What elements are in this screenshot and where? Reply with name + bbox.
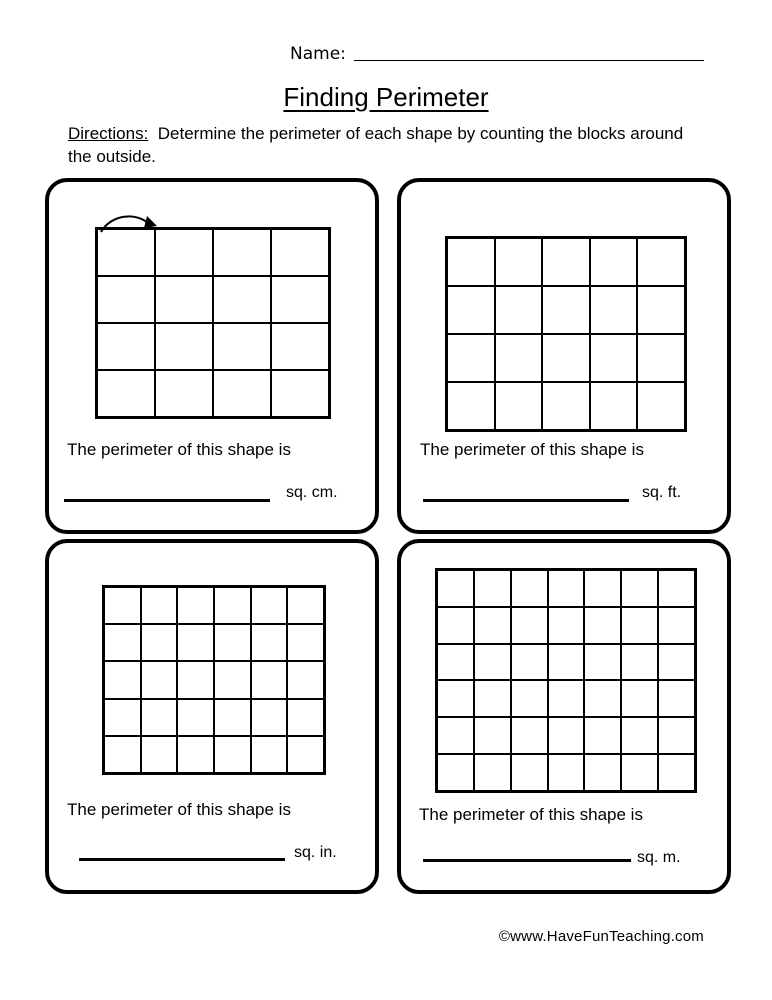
grid-block [177,736,214,773]
grid-block [590,238,638,286]
grid-block [511,717,548,754]
perimeter-sentence-2: The perimeter of this shape is [420,440,644,459]
name-field[interactable] [290,44,704,64]
grid-block [251,587,288,624]
grid-block [511,754,548,791]
grid-block [177,624,214,661]
grid-block [590,382,638,430]
grid-block [474,754,511,791]
grid-block [590,334,638,382]
grid-block [511,570,548,607]
grid-block [214,587,251,624]
grid-block [658,570,695,607]
grid-block [97,323,155,370]
grid-block [590,286,638,334]
grid-block [97,370,155,417]
perimeter-sentence-4: The perimeter of this shape is [419,805,643,824]
grid-block [141,587,178,624]
grid-block [177,587,214,624]
grid-block [214,624,251,661]
unit-label-3: sq. in. [294,844,337,861]
grid-block [213,276,271,323]
perimeter-sentence-1: The perimeter of this shape is [67,440,291,459]
grid-block [474,644,511,681]
directions [68,122,708,168]
grid-block [584,607,621,644]
shape-grid-3 [102,585,326,775]
grid-block [621,607,658,644]
grid-block [437,754,474,791]
grid-block [437,717,474,754]
grid-block [447,238,495,286]
grid-block [658,754,695,791]
grid-block [495,238,543,286]
grid-block [437,644,474,681]
grid-block [474,607,511,644]
grid-block [584,644,621,681]
grid-block [474,717,511,754]
grid-block [447,286,495,334]
answer-line-2[interactable] [423,499,629,502]
grid-block [213,323,271,370]
grid-block [542,382,590,430]
grid-block [658,644,695,681]
grid-block [213,370,271,417]
grid-block [658,607,695,644]
grid-block [271,323,329,370]
grid-block [621,754,658,791]
directions-label: Directions: [68,124,149,143]
grid-block [548,680,585,717]
grid-block [548,607,585,644]
grid-block [104,699,141,736]
grid-block [584,754,621,791]
grid-block [155,276,213,323]
grid-block [495,382,543,430]
grid-block [548,570,585,607]
problem-card-3 [45,539,379,894]
grid-block [542,286,590,334]
grid-block [437,680,474,717]
directions-text: Determine the perimeter of each shape by counting the blocks around the outside. [68,124,684,166]
shape-grid-1 [95,227,331,419]
grid-block [621,680,658,717]
grid-block [437,570,474,607]
grid-block [495,286,543,334]
shape-grid-4 [435,568,697,793]
grid-block [251,699,288,736]
grid-block [287,624,324,661]
grid-block [474,680,511,717]
answer-line-4[interactable] [423,859,631,862]
grid-block [542,238,590,286]
grid-block [214,736,251,773]
grid-block [97,276,155,323]
grid-block [637,238,685,286]
grid-block [251,661,288,698]
grid-block [287,587,324,624]
grid-block [141,736,178,773]
perimeter-sentence-3: The perimeter of this shape is [67,800,291,819]
grid-block [104,587,141,624]
grid-block [511,644,548,681]
grid-block [621,570,658,607]
grid-block [155,229,213,276]
grid-block [141,699,178,736]
grid-block [548,644,585,681]
grid-block [437,607,474,644]
copyright-footer: ©www.HaveFunTeaching.com [498,928,704,945]
grid-block [658,680,695,717]
grid-block [214,699,251,736]
grid-block [511,680,548,717]
grid-block [104,661,141,698]
name-blank-line[interactable] [354,60,704,61]
grid-block [637,382,685,430]
unit-label-1: sq. cm. [286,484,338,501]
unit-label-2: sq. ft. [642,484,682,501]
grid-block [251,624,288,661]
grid-block [511,607,548,644]
grid-block [271,229,329,276]
grid-block [271,276,329,323]
grid-block [548,754,585,791]
grid-block [104,624,141,661]
grid-block [474,570,511,607]
grid-block [104,736,141,773]
page-title: Finding Perimeter [283,82,489,112]
name-label: Name: [290,44,346,64]
grid-block [584,717,621,754]
answer-line-1[interactable] [64,499,270,502]
grid-block [155,370,213,417]
grid-block [658,717,695,754]
grid-block [97,229,155,276]
shape-grid-2 [445,236,687,432]
grid-block [637,334,685,382]
grid-block [584,680,621,717]
grid-block [287,661,324,698]
grid-block [548,717,585,754]
grid-block [287,699,324,736]
grid-block [213,229,271,276]
grid-block [621,717,658,754]
problem-card-1 [45,178,379,534]
grid-block [141,661,178,698]
grid-block [214,661,251,698]
grid-block [447,382,495,430]
problem-card-4 [397,539,731,894]
unit-label-4: sq. m. [637,849,681,866]
grid-block [621,644,658,681]
grid-block [155,323,213,370]
answer-line-3[interactable] [79,858,285,861]
grid-block [177,699,214,736]
grid-block [271,370,329,417]
grid-block [287,736,324,773]
grid-block [495,334,543,382]
grid-block [251,736,288,773]
grid-block [542,334,590,382]
grid-block [177,661,214,698]
problem-card-2 [397,178,731,534]
grid-block [584,570,621,607]
grid-block [637,286,685,334]
grid-block [141,624,178,661]
grid-block [447,334,495,382]
